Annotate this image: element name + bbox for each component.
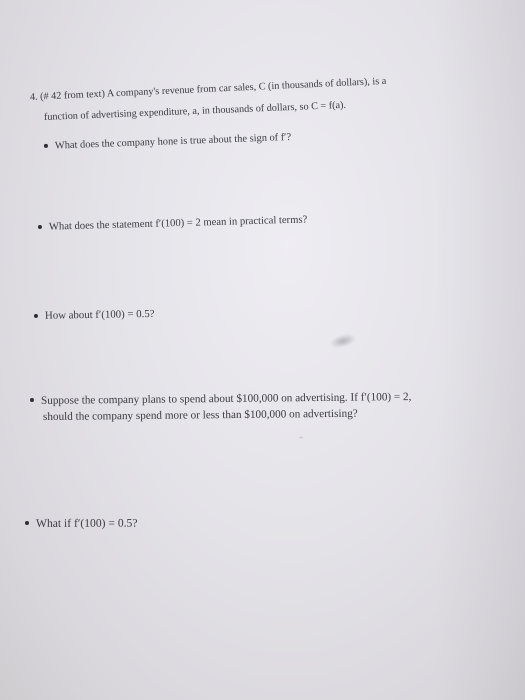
question-5-text: What if f′(100) = 0.5? bbox=[35, 516, 138, 530]
bullet-icon bbox=[34, 313, 38, 317]
problem-line-1 bbox=[30, 77, 387, 103]
question-4-line-1 bbox=[30, 392, 412, 407]
bullet-icon bbox=[38, 224, 42, 228]
question-3-text: How about f′(100) = 0.5? bbox=[44, 307, 155, 322]
pencil-smudge bbox=[329, 332, 357, 350]
bullet-icon bbox=[30, 398, 34, 402]
problem-number: 4. bbox=[29, 91, 38, 103]
question-4-text-1: Suppose the company plans to spend about $100,000 on advertising. If f′(100) = 2, bbox=[40, 391, 412, 407]
problem-intro: (# 42 from text) A company's revenue from car sales, C (in thousands of dollars), is a bbox=[39, 75, 387, 103]
question-5 bbox=[25, 518, 138, 530]
page-shadow bbox=[435, 0, 525, 700]
question-2-text: What does the statement f′(100) = 2 mean in practical terms? bbox=[48, 214, 308, 233]
bullet-icon bbox=[25, 521, 29, 525]
question-3 bbox=[34, 309, 155, 322]
question-1-text: What does the company hone is true about the sign of f′? bbox=[54, 131, 292, 152]
bullet-icon bbox=[44, 143, 48, 147]
question-1 bbox=[44, 133, 292, 152]
problem-line-2: function of advertising expenditure, a, in thousands of dollars, so C = f(a). bbox=[43, 99, 347, 123]
question-4-line-2: should the company spend more or less than $100,000 on advertising? bbox=[42, 407, 358, 423]
paper-speck bbox=[298, 436, 304, 439]
question-2 bbox=[38, 215, 308, 233]
